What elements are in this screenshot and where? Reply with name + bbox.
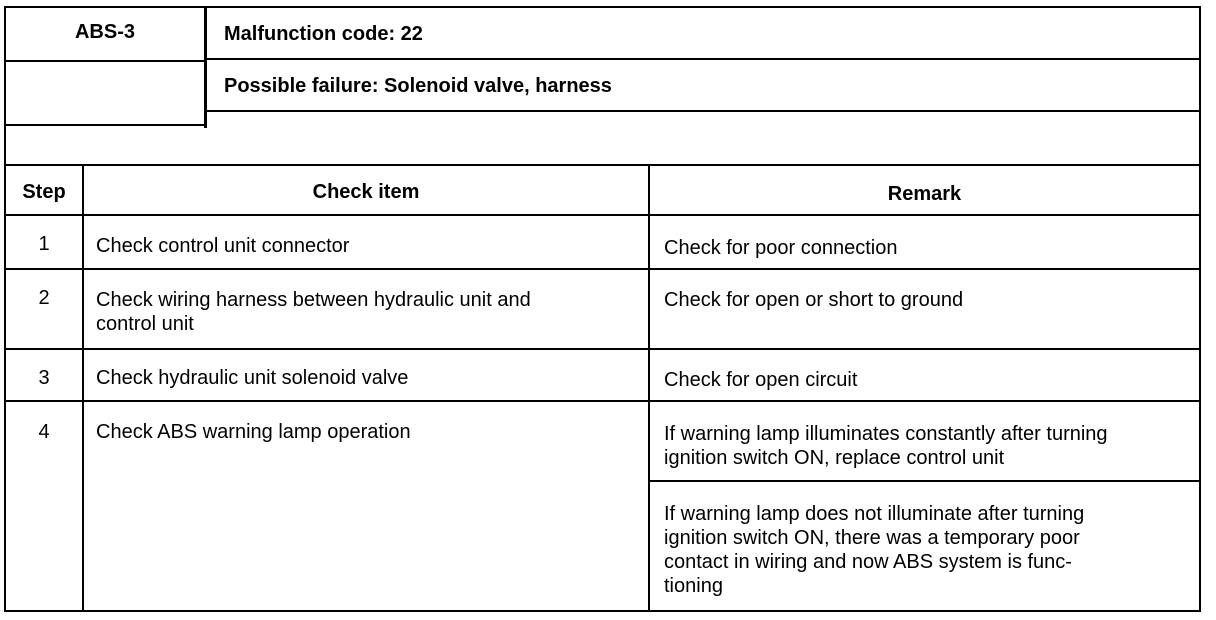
step-3: 3	[38, 367, 50, 389]
column-header-remark: Remark	[887, 183, 962, 205]
remark-2: Check for open or short to ground	[664, 289, 964, 311]
header-line-2	[204, 110, 1201, 112]
header-line-3	[6, 124, 206, 126]
remark-4b-line-2: ignition switch ON, there was a temporary poor	[664, 527, 1080, 549]
row-line-header	[4, 214, 1201, 216]
check-item-4: Check ABS warning lamp operation	[96, 421, 411, 443]
possible-failure: Possible failure: Solenoid valve, harness	[224, 75, 612, 97]
border-top	[4, 6, 1201, 8]
remark-3: Check for open circuit	[664, 369, 858, 391]
code-box-label: ABS-3	[74, 21, 135, 43]
row-line-4-remark	[648, 480, 1201, 482]
column-header-check-item: Check item	[312, 181, 420, 203]
border-bottom	[4, 610, 1201, 612]
remark-4b-line-3: contact in wiring and now ABS system is func-	[664, 551, 1072, 573]
border-right	[1199, 6, 1201, 612]
table-header-top	[4, 164, 1201, 166]
remark-4b-line-4: tioning	[664, 575, 723, 597]
malfunction-code: Malfunction code: 22	[224, 23, 423, 45]
row-line-3	[4, 400, 1201, 402]
check-item-2-line-2: control unit	[96, 313, 194, 335]
remark-4a-line-2: ignition switch ON, replace control unit	[664, 447, 1005, 469]
row-line-1	[4, 268, 1201, 270]
column-header-step: Step	[22, 181, 66, 203]
header-line-1-left	[4, 60, 204, 62]
remark-4b-line-1: If warning lamp does not illuminate after turning	[664, 503, 1085, 525]
step-1: 1	[38, 233, 50, 255]
abs-diagnostic-table	[4, 6, 1201, 612]
column-line-step	[82, 164, 84, 612]
header-line-1-right	[204, 58, 1201, 60]
remark-4a-line-1: If warning lamp illuminates constantly after turning	[664, 423, 1108, 445]
check-item-3: Check hydraulic unit solenoid valve	[96, 367, 409, 389]
column-line-remark	[648, 164, 650, 612]
step-4: 4	[38, 421, 50, 443]
row-line-2	[4, 348, 1201, 350]
remark-1: Check for poor connection	[664, 237, 898, 259]
check-item-2-line-1: Check wiring harness between hydraulic unit and	[96, 289, 531, 311]
check-item-1: Check control unit connector	[96, 235, 350, 257]
step-2: 2	[38, 287, 50, 309]
